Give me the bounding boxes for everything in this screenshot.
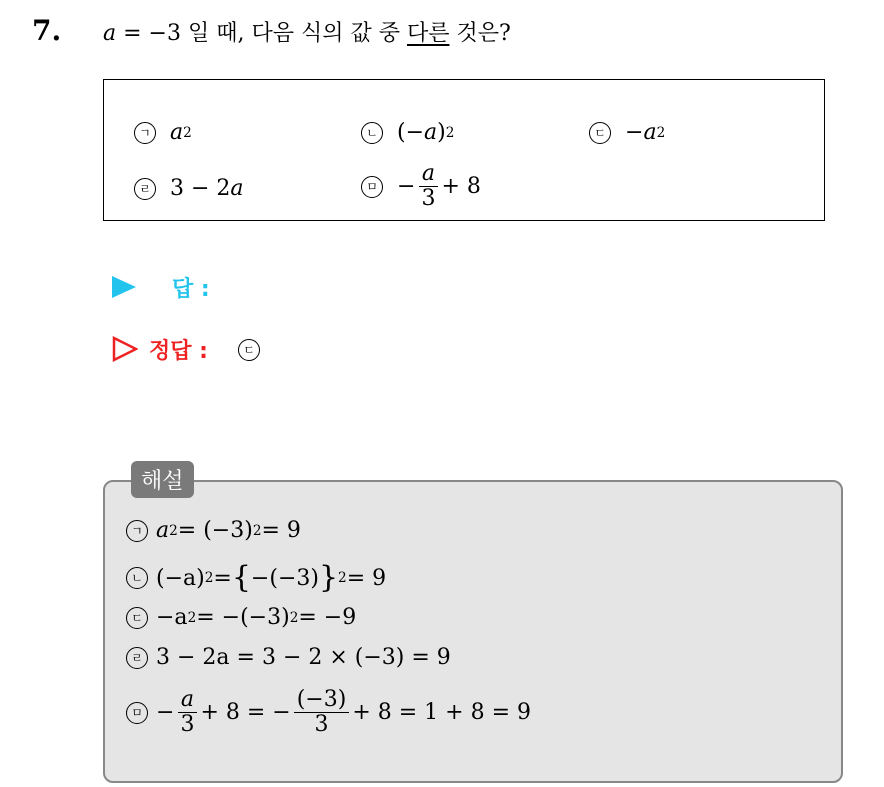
choice-fraction — [418, 162, 438, 211]
solution-label: 정답 : — [149, 339, 208, 364]
fraction-denominator: 3 — [421, 186, 436, 212]
choices-box — [103, 79, 825, 221]
choice-sign: − — [397, 174, 416, 200]
line-marker-icon: ㄹ — [126, 647, 148, 669]
question-underlined: 다른 — [406, 21, 450, 46]
line-text: a — [156, 518, 170, 543]
question-var: a — [103, 21, 117, 46]
explanation-line-5 — [126, 688, 531, 737]
choice-marker-icon: ㄴ — [361, 122, 383, 144]
fraction-numerator: a — [178, 688, 197, 713]
explanation-line-2: ㄴ (−a) 2 = { −(−3) } 2 = 9 — [126, 563, 386, 593]
question-eq: = −3 — [116, 21, 181, 46]
explanation-tag: 해설 — [131, 461, 194, 498]
question-number: 7. — [32, 14, 62, 47]
fraction-denominator: 3 — [314, 712, 329, 738]
line-text: (−a) — [156, 565, 205, 591]
choice-3: ㄷ − a 2 — [589, 120, 665, 145]
choice-expr: a — [170, 120, 184, 145]
line-marker-icon: ㄷ — [126, 607, 148, 629]
line-sign: − — [156, 700, 175, 726]
choice-marker-icon: ㄷ — [589, 122, 611, 144]
line-marker-icon: ㅁ — [126, 702, 148, 724]
fraction-numerator: (−3) — [294, 688, 350, 713]
choice-expr-pre: − — [625, 120, 644, 145]
choice-expr-var: a — [424, 120, 438, 145]
fraction-numerator: a — [419, 162, 438, 187]
choice-marker-icon: ㄹ — [134, 178, 156, 200]
explanation-line-4 — [126, 645, 451, 670]
line-fraction — [294, 688, 350, 737]
choice-tail: + 8 — [441, 174, 481, 200]
line-text: + 8 = 1 + 8 = 9 — [352, 700, 532, 726]
line-text: −a — [156, 605, 188, 630]
answer-arrow-icon — [112, 276, 136, 298]
question-text — [103, 16, 511, 47]
line-text: = — [213, 565, 232, 591]
choice-2: ㄴ (− a ) 2 — [361, 120, 454, 145]
line-text: = −(−3) — [196, 605, 290, 630]
line-text: = 9 — [261, 518, 301, 543]
choice-expr-var: a — [230, 176, 244, 201]
choice-marker-icon: ㄱ — [134, 122, 156, 144]
line-text: + 8 = − — [200, 700, 291, 726]
question-text-before: 일 때, 다음 식의 값 중 — [180, 21, 407, 46]
choice-5 — [361, 162, 481, 211]
line-text: = (−3) — [177, 518, 253, 543]
solution-marker-icon: ㄷ — [238, 339, 260, 361]
choice-expr-pre: (− — [397, 120, 425, 145]
solution-arrow-icon — [112, 336, 138, 362]
choice-1: ㄱ a 2 — [134, 120, 192, 145]
line-fraction — [177, 688, 197, 737]
choice-marker-icon: ㅁ — [361, 176, 383, 198]
line-text: = −9 — [298, 605, 357, 630]
choice-expr-var: a — [643, 120, 657, 145]
line-text: −(−3) — [250, 565, 319, 591]
question-text-after: 것은? — [449, 21, 511, 46]
choice-expr-post: ) — [437, 120, 446, 145]
choice-expr: 3 − 2 — [170, 176, 231, 201]
line-text: = 9 — [346, 565, 387, 591]
line-text: 3 − 2a = 3 − 2 × (−3) = 9 — [156, 645, 451, 670]
line-marker-icon: ㄱ — [126, 520, 148, 542]
explanation-line-3: ㄷ −a 2 = −(−3) 2 = −9 — [126, 605, 356, 630]
line-brace: { — [231, 560, 251, 595]
answer-label: 답 : — [172, 277, 210, 302]
explanation-line-1: ㄱ a 2 = (−3) 2 = 9 — [126, 518, 301, 543]
fraction-denominator: 3 — [180, 712, 195, 738]
line-marker-icon: ㄴ — [126, 567, 148, 589]
choice-4 — [134, 176, 244, 201]
line-brace: } — [318, 560, 339, 595]
